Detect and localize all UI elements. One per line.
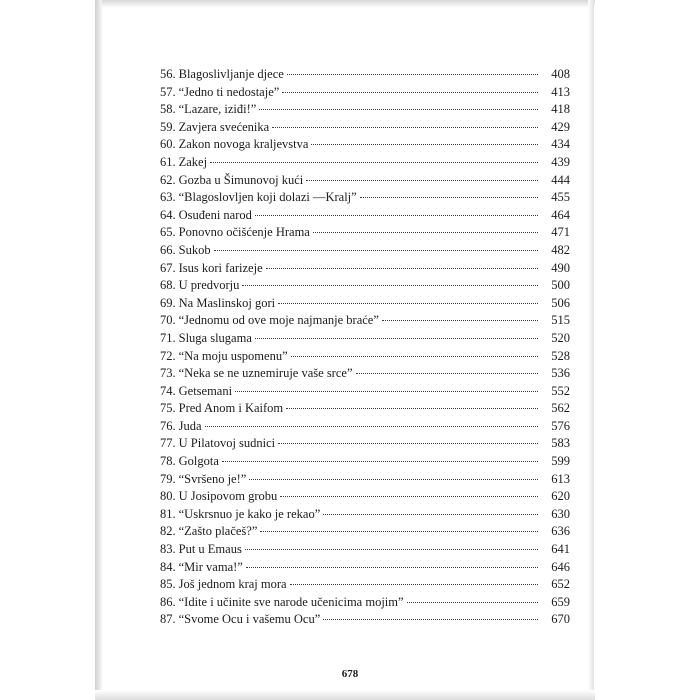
page-number: 515 xyxy=(551,313,570,328)
page-number: 641 xyxy=(551,542,570,557)
page-number: 536 xyxy=(551,366,570,381)
toc-entry xyxy=(160,383,570,401)
dot-leader xyxy=(235,391,538,392)
chapter-title: Sluga slugama xyxy=(178,330,252,345)
page-number: 670 xyxy=(551,612,570,627)
toc-entry xyxy=(160,611,570,629)
page-number: 471 xyxy=(551,225,570,240)
page-number: 613 xyxy=(551,471,570,486)
chapter-title: Blagoslivljanje djece xyxy=(178,67,284,81)
chapter-number: 73. xyxy=(160,366,176,381)
page-number: 408 xyxy=(551,67,570,81)
chapter-title: “Blagoslovljen koji dolazi —Kralj” xyxy=(178,190,357,205)
dot-leader xyxy=(306,180,538,181)
page-number: 444 xyxy=(551,172,570,187)
dot-leader xyxy=(356,373,539,374)
page-number: 583 xyxy=(551,436,570,451)
toc-entry xyxy=(160,136,570,154)
chapter-title: Osuđeni narod xyxy=(178,207,252,222)
toc-entry xyxy=(160,84,570,102)
chapter-title: Na Maslinskoj gori xyxy=(178,295,276,310)
dot-leader xyxy=(260,531,538,532)
chapter-number: 68. xyxy=(160,278,176,293)
chapter-number: 82. xyxy=(160,524,176,539)
toc-entry xyxy=(160,154,570,172)
page-number: 646 xyxy=(551,559,570,574)
toc-entry xyxy=(160,559,570,577)
chapter-number: 62. xyxy=(160,172,176,187)
dot-leader xyxy=(266,268,538,269)
toc-entry xyxy=(160,453,570,471)
dot-leader xyxy=(255,215,538,216)
chapter-number: 83. xyxy=(160,542,176,557)
dot-leader xyxy=(407,602,538,603)
dot-leader xyxy=(210,162,538,163)
toc-entry xyxy=(160,365,570,383)
dot-leader xyxy=(246,567,538,568)
chapter-title: Put u Emaus xyxy=(178,542,242,557)
page-number: 413 xyxy=(551,84,570,99)
chapter-title: Juda xyxy=(178,418,202,433)
chapter-number: 77. xyxy=(160,436,176,451)
page-number: 620 xyxy=(551,489,570,504)
toc-entry xyxy=(160,101,570,119)
dot-leader xyxy=(272,127,538,128)
toc-entry xyxy=(160,207,570,225)
chapter-number: 63. xyxy=(160,190,176,205)
toc-entry xyxy=(160,119,570,137)
dot-leader xyxy=(282,92,538,93)
chapter-title: Još jednom kraj mora xyxy=(178,577,287,592)
dot-leader xyxy=(323,514,538,515)
chapter-number: 75. xyxy=(160,401,176,416)
chapter-number: 80. xyxy=(160,489,176,504)
dot-leader xyxy=(245,549,538,550)
dot-leader xyxy=(278,303,538,304)
chapter-title: Zakon novoga kraljevstva xyxy=(178,137,309,152)
dot-leader xyxy=(290,584,538,585)
chapter-title: Isus kori farizeje xyxy=(178,260,263,275)
chapter-title: “Na moju uspomenu” xyxy=(178,348,288,363)
page-number: 636 xyxy=(551,524,570,539)
toc-entry xyxy=(160,488,570,506)
page-edge-shadow xyxy=(95,0,595,8)
toc-entry xyxy=(160,224,570,242)
chapter-title: Zakej xyxy=(178,154,208,169)
chapter-number: 66. xyxy=(160,242,176,257)
chapter-title: “Svršeno je!” xyxy=(178,471,247,486)
table-of-contents xyxy=(160,66,570,629)
toc-entry xyxy=(160,330,570,348)
toc-entry xyxy=(160,471,570,489)
chapter-number: 57. xyxy=(160,84,176,99)
chapter-number: 87. xyxy=(160,612,176,627)
page-number: 528 xyxy=(551,348,570,363)
chapter-title: Gozba u Šimunovoj kući xyxy=(178,172,304,187)
page-number: 482 xyxy=(551,242,570,257)
chapter-number: 65. xyxy=(160,225,176,240)
chapter-title: “Idite i učinite sve narode učenicima mojim” xyxy=(178,594,404,609)
dot-leader xyxy=(205,426,538,427)
chapter-number: 84. xyxy=(160,559,176,574)
page-number: 576 xyxy=(551,418,570,433)
toc-entry xyxy=(160,506,570,524)
chapter-number: 76. xyxy=(160,418,176,433)
page-number: 434 xyxy=(551,137,570,152)
chapter-number: 72. xyxy=(160,348,176,363)
toc-entry xyxy=(160,523,570,541)
dot-leader xyxy=(280,496,538,497)
dot-leader xyxy=(286,408,538,409)
toc-entry xyxy=(160,541,570,559)
chapter-number: 79. xyxy=(160,471,176,486)
toc-entry xyxy=(160,172,570,190)
toc-entry xyxy=(160,400,570,418)
dot-leader xyxy=(249,479,538,480)
dot-leader xyxy=(360,197,538,198)
toc-entry xyxy=(160,348,570,366)
page-number: 418 xyxy=(551,102,570,117)
chapter-number: 67. xyxy=(160,260,176,275)
chapter-number: 78. xyxy=(160,454,176,469)
chapter-title: “Svome Ocu i vašemu Ocu” xyxy=(178,612,321,627)
chapter-title: Golgota xyxy=(178,454,219,469)
toc-entry xyxy=(160,260,570,278)
page-edge-shadow xyxy=(95,690,595,700)
dot-leader xyxy=(287,74,538,75)
page-number: 506 xyxy=(551,295,570,310)
page-edge-shadow xyxy=(588,0,594,700)
chapter-number: 86. xyxy=(160,594,176,609)
chapter-number: 58. xyxy=(160,102,176,117)
chapter-title: Zavjera svećenika xyxy=(178,119,270,134)
page-number: 659 xyxy=(551,594,570,609)
chapter-number: 59. xyxy=(160,119,176,134)
chapter-title: “Uskrsnuo je kako je rekao” xyxy=(178,506,321,521)
chapter-number: 70. xyxy=(160,313,176,328)
chapter-number: 64. xyxy=(160,207,176,222)
chapter-title: “Jedno ti nedostaje” xyxy=(178,84,280,99)
page-number: 562 xyxy=(551,401,570,416)
toc-entry xyxy=(160,435,570,453)
chapter-title: U Pilatovoj sudnici xyxy=(178,436,276,451)
dot-leader xyxy=(291,356,538,357)
page-number: 490 xyxy=(551,260,570,275)
chapter-number: 71. xyxy=(160,330,176,345)
dot-leader xyxy=(242,285,538,286)
chapter-title: Sukob xyxy=(178,242,211,257)
toc-entry xyxy=(160,295,570,313)
dot-leader xyxy=(313,232,538,233)
dot-leader xyxy=(255,338,538,339)
toc-entry xyxy=(160,312,570,330)
chapter-title: “Jednomu od ove moje najmanje braće” xyxy=(178,313,379,328)
dot-leader xyxy=(323,619,538,620)
dot-leader xyxy=(278,443,538,444)
chapter-title: “Neka se ne uznemiruje vaše srce” xyxy=(178,366,353,381)
page-number: 552 xyxy=(551,383,570,398)
chapter-number: 74. xyxy=(160,383,176,398)
page-number: 500 xyxy=(551,278,570,293)
page-edge-shadow xyxy=(95,0,102,700)
chapter-number: 56. xyxy=(160,67,176,81)
page-number: 429 xyxy=(551,119,570,134)
chapter-title: Getsemani xyxy=(178,383,233,398)
dot-leader xyxy=(382,320,538,321)
chapter-title: U Josipovom grobu xyxy=(178,489,278,504)
chapter-title: Ponovno očišćenje Hrama xyxy=(178,225,310,240)
dot-leader xyxy=(259,109,538,110)
chapter-title: Pred Anom i Kaifom xyxy=(178,401,284,416)
chapter-number: 60. xyxy=(160,137,176,152)
dot-leader xyxy=(222,461,538,462)
page-number: 652 xyxy=(551,577,570,592)
page-folio-number: 678 xyxy=(341,668,359,680)
dot-leader xyxy=(311,144,538,145)
toc-entry xyxy=(160,277,570,295)
chapter-title: “Mir vama!” xyxy=(178,559,243,574)
toc-entry xyxy=(160,418,570,436)
toc-entry xyxy=(160,242,570,260)
chapter-title: “Zašto plačeš?” xyxy=(178,524,258,539)
chapter-number: 69. xyxy=(160,295,176,310)
chapter-number: 85. xyxy=(160,577,176,592)
chapter-number: 61. xyxy=(160,154,176,169)
dot-leader xyxy=(214,250,538,251)
page-number: 599 xyxy=(551,454,570,469)
toc-entry xyxy=(160,66,570,84)
page-number: 464 xyxy=(551,207,570,222)
page-number: 520 xyxy=(551,330,570,345)
toc-entry xyxy=(160,189,570,207)
page-number: 630 xyxy=(551,506,570,521)
page-number: 439 xyxy=(551,154,570,169)
chapter-title: “Lazare, iziđi!” xyxy=(178,102,257,117)
toc-entry xyxy=(160,576,570,594)
page-number: 455 xyxy=(551,190,570,205)
chapter-title: U predvorju xyxy=(178,278,240,293)
chapter-number: 81. xyxy=(160,506,176,521)
toc-entry xyxy=(160,594,570,612)
